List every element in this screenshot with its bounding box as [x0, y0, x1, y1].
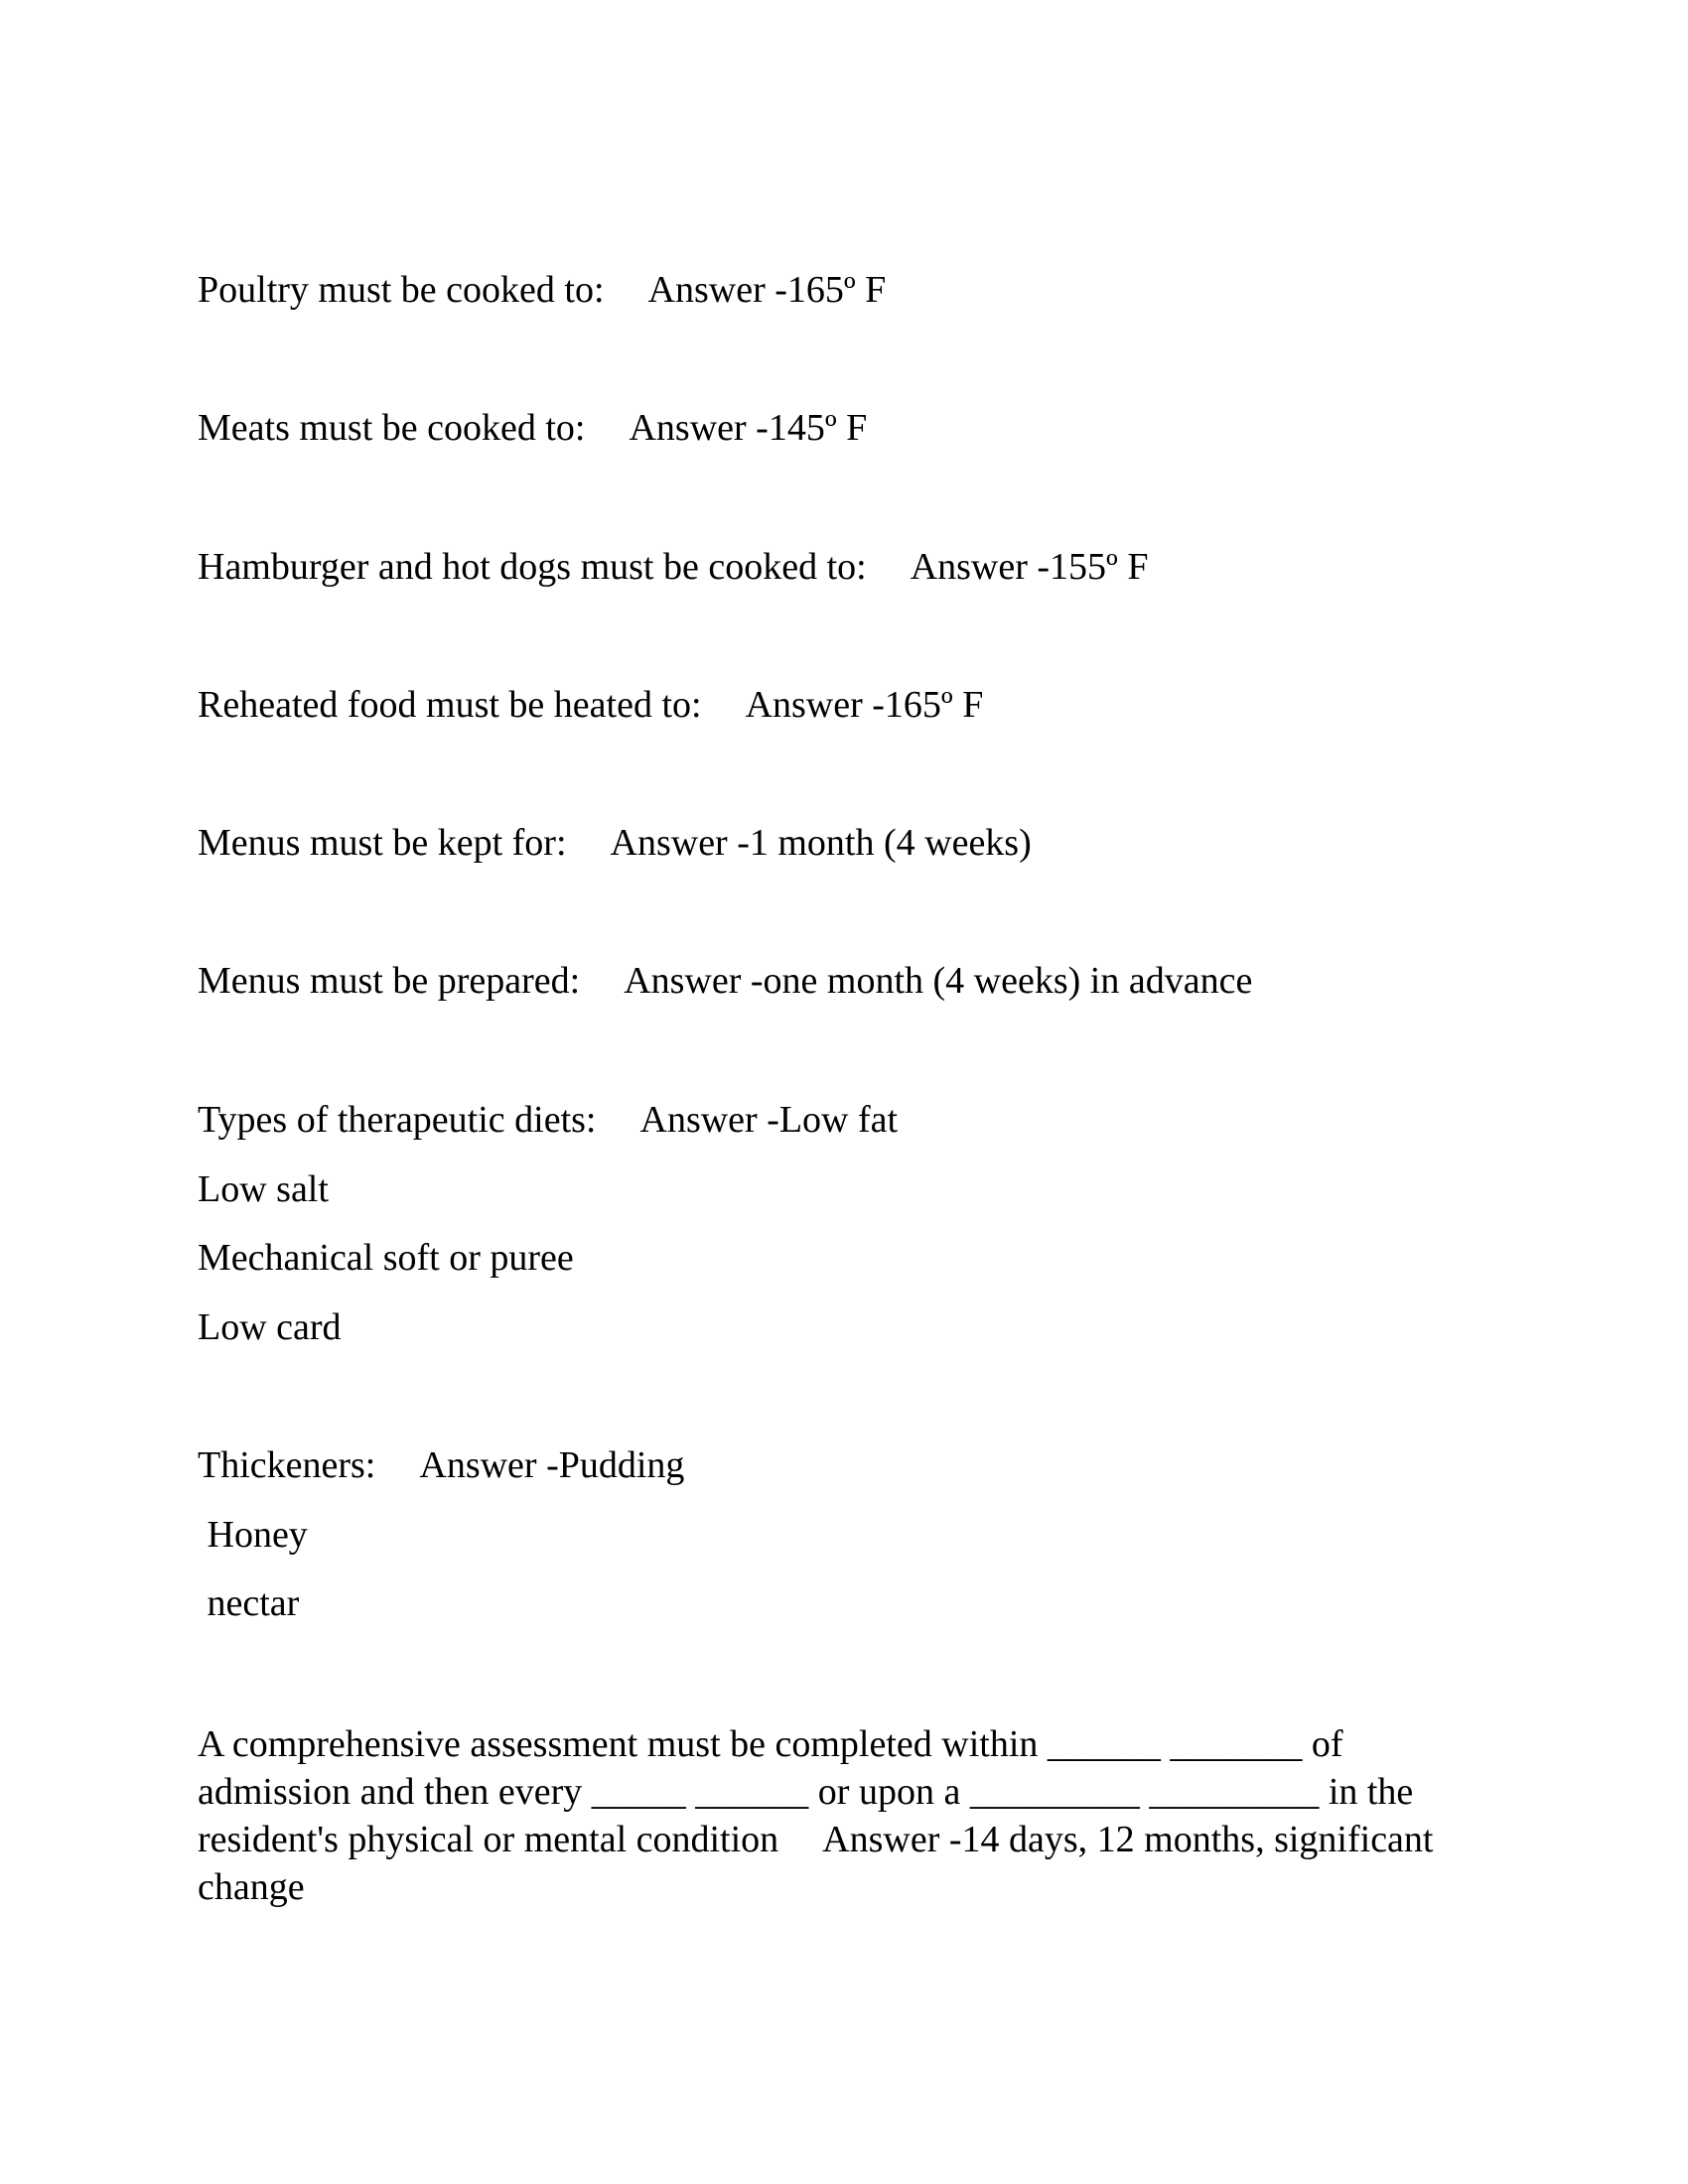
list-item: Mechanical soft or puree: [198, 1237, 574, 1279]
answer-text: Answer -155º F: [910, 546, 1149, 588]
qa-item-poultry: [198, 268, 886, 312]
answer-text: Answer -Low fat: [639, 1099, 899, 1141]
answer-text: Answer -14 days, 12 months, significant: [822, 1819, 1434, 1860]
assessment-line-1: A comprehensive assessment must be completed within ______ _______ of: [198, 1723, 1343, 1765]
list-item: Low salt: [198, 1168, 329, 1210]
question-text: Menus must be kept for:: [198, 822, 567, 864]
list-item: Honey: [198, 1514, 308, 1556]
qa-item-reheated: [198, 683, 983, 727]
answer-text: Answer -1 month (4 weeks): [610, 822, 1032, 864]
answer-text: Answer -Pudding: [419, 1444, 685, 1486]
qa-item-assessment: [198, 1720, 1488, 1911]
question-text: resident's physical or mental condition: [198, 1819, 779, 1860]
question-text: Hamburger and hot dogs must be cooked to:: [198, 546, 867, 588]
qa-item-menus-kept: [198, 821, 1032, 865]
assessment-line-3: [198, 1816, 1488, 1863]
qa-item-thickeners: [198, 1443, 684, 1487]
qa-item-menus-prepared: [198, 959, 1252, 1003]
answer-text: Answer -165º F: [647, 269, 887, 311]
question-text: Types of therapeutic diets:: [198, 1099, 597, 1141]
qa-item-hamburger: [198, 545, 1148, 589]
answer-text: Answer -145º F: [629, 407, 868, 449]
answer-text: Answer -one month (4 weeks) in advance: [624, 960, 1253, 1002]
list-item: Low card: [198, 1306, 342, 1348]
answer-text: Answer -165º F: [745, 684, 984, 726]
question-text: Meats must be cooked to:: [198, 407, 586, 449]
qa-item-meats: [198, 406, 867, 450]
qa-item-diets: [198, 1098, 898, 1142]
list-item: nectar: [198, 1582, 300, 1624]
question-text: Menus must be prepared:: [198, 960, 581, 1002]
question-text: Thickeners:: [198, 1444, 376, 1486]
assessment-line-4: change: [198, 1866, 305, 1908]
assessment-line-2: admission and then every _____ ______ or upon a _________ _________ in the: [198, 1771, 1414, 1813]
question-text: Reheated food must be heated to:: [198, 684, 702, 726]
question-text: Poultry must be cooked to:: [198, 269, 605, 311]
